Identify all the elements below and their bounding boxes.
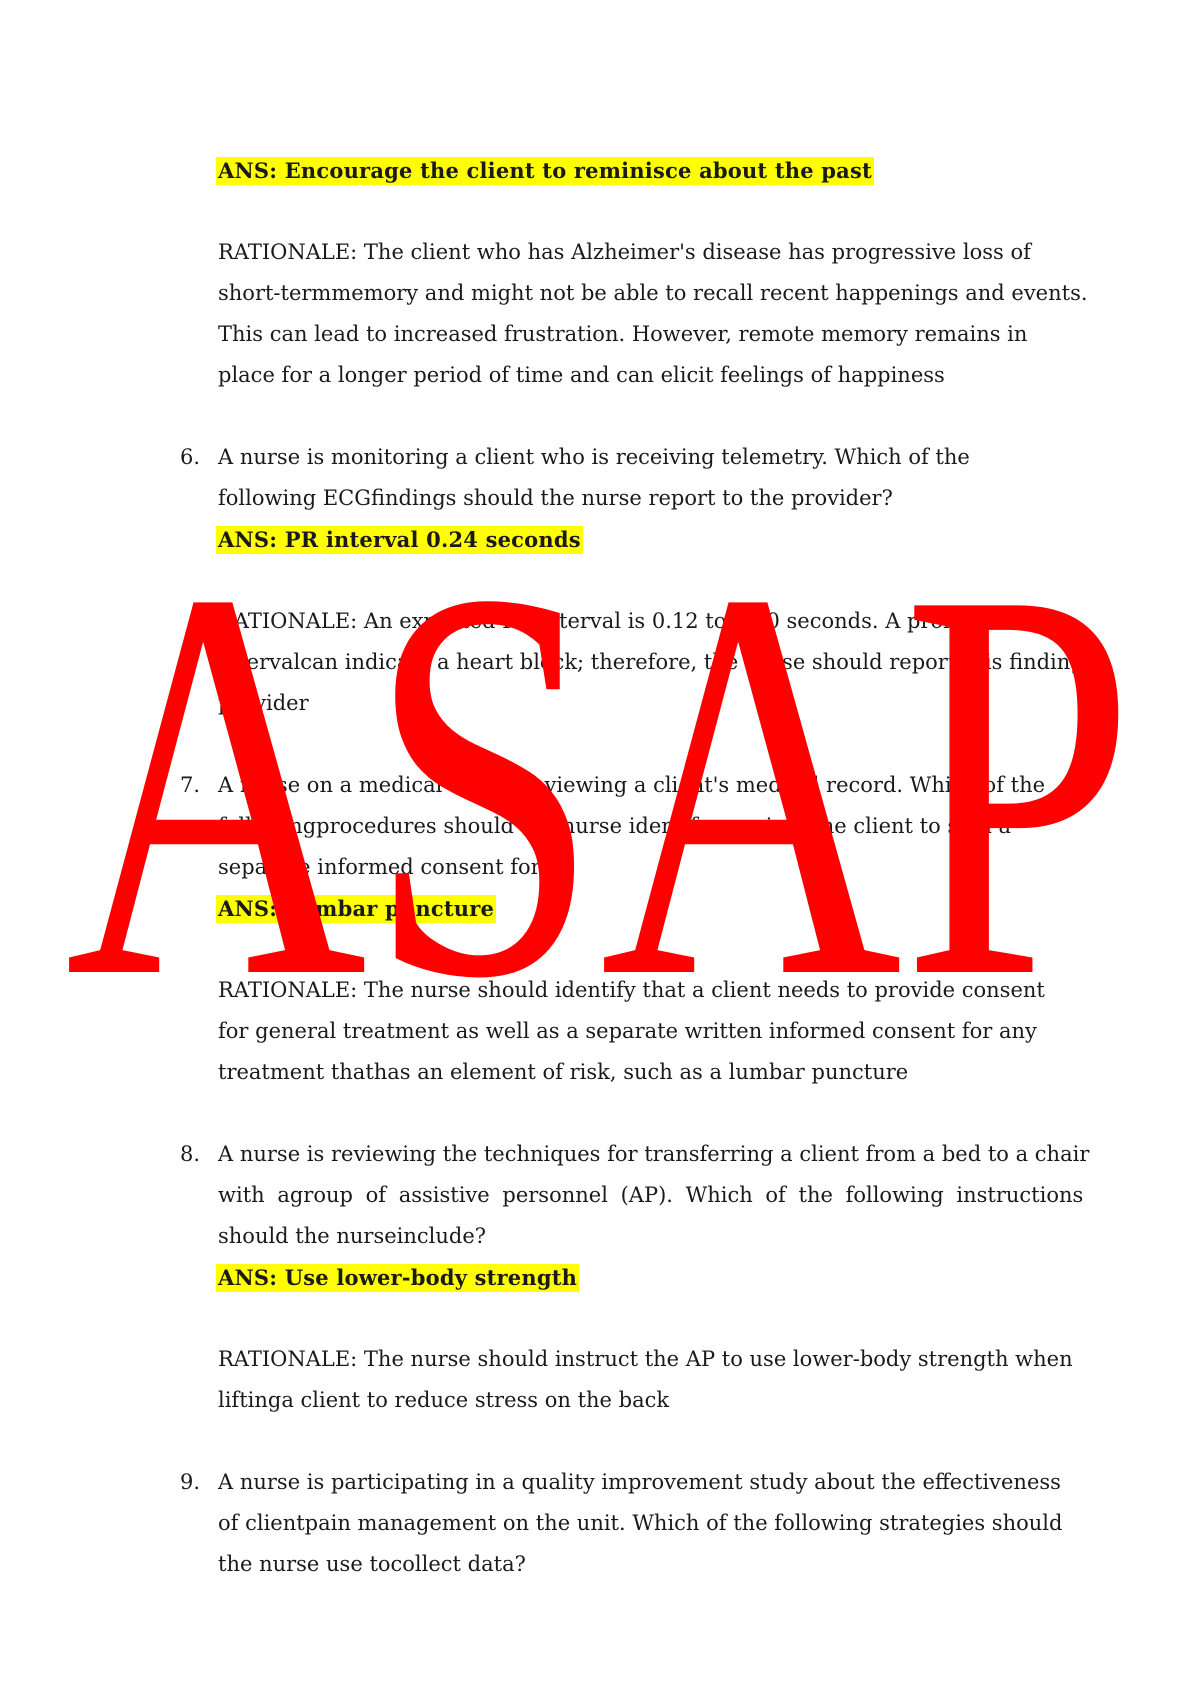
answer-8: ANS: Use lower-body strength bbox=[218, 1264, 578, 1290]
intro-answer: ANS: Encourage the client to reminisce about the past bbox=[218, 157, 872, 183]
question-line: followingprocedures should the nurse identify requires the client to sign a bbox=[218, 814, 1012, 838]
question-number: 9. bbox=[180, 1470, 201, 1494]
question-line: of clientpain management on the unit. Which of the following strategies should bbox=[218, 1511, 1063, 1535]
rationale-line: for general treatment as well as a separate written informed consent for any bbox=[218, 1019, 1037, 1043]
question-number: 7. bbox=[180, 773, 201, 797]
answer-7: ANS: Lumbar puncture bbox=[218, 895, 495, 921]
rationale-line: liftinga client to reduce stress on the back bbox=[218, 1388, 670, 1412]
question-line: A nurse on a medical unit is reviewing a client's medical record. Which of the bbox=[218, 773, 1046, 797]
question-line: A nurse is reviewing the techniques for transferring a client from a bed to a chair bbox=[218, 1142, 1090, 1166]
rationale-6 bbox=[218, 601, 1098, 724]
rationale-line: intervalcan indicate a heart block; therefore, the nurse should report this finding bbox=[218, 650, 1084, 674]
question-line: A nurse is participating in a quality improvement study about the effectiveness bbox=[218, 1470, 1061, 1494]
answer-6: ANS: PR interval 0.24 seconds bbox=[218, 526, 581, 552]
question-line: separate informed consent form? bbox=[218, 855, 572, 879]
question-line: with agroup of assistive personnel (AP). Which of the following instructions bbox=[218, 1183, 1084, 1207]
question-number: 8. bbox=[180, 1142, 201, 1166]
question-8 bbox=[180, 1134, 1098, 1257]
page-content bbox=[180, 150, 1098, 1585]
rationale-line: RATIONALE: An expected PR interval is 0.12 to 0.20 seconds. A prolonged PR bbox=[218, 609, 1052, 633]
rationale-line: treatment thathas an element of risk, such as a lumbar puncture bbox=[218, 1060, 909, 1084]
rationale-line: This can lead to increased frustration. However, remote memory remains in bbox=[218, 322, 1028, 346]
intro-rationale bbox=[218, 232, 1098, 396]
rationale-7 bbox=[218, 970, 1098, 1093]
rationale-line: RATIONALE: The nurse should identify that a client needs to provide consent bbox=[218, 978, 1045, 1002]
rationale-line: place for a longer period of time and can elicit feelings of happiness bbox=[218, 363, 945, 387]
question-line: A nurse is monitoring a client who is receiving telemetry. Which of the bbox=[218, 445, 970, 469]
question-line: following ECGfindings should the nurse report to the provider? bbox=[218, 486, 893, 510]
question-line: the nurse use tocollect data? bbox=[218, 1552, 526, 1576]
question-line: should the nurseinclude? bbox=[218, 1224, 487, 1248]
rationale-line: provider bbox=[218, 691, 309, 715]
rationale-line: RATIONALE: The nurse should instruct the AP to use lower-body strength when bbox=[218, 1347, 1073, 1371]
question-9 bbox=[180, 1462, 1098, 1585]
question-number: 6. bbox=[180, 445, 201, 469]
question-7 bbox=[180, 765, 1098, 888]
rationale-line: short-termmemory and might not be able to recall recent happenings and events. bbox=[218, 281, 1088, 305]
question-6 bbox=[180, 437, 1098, 519]
rationale-line: RATIONALE: The client who has Alzheimer's disease has progressive loss of bbox=[218, 240, 1031, 264]
rationale-8 bbox=[218, 1339, 1098, 1421]
watermark-text: ASAP bbox=[65, 572, 1135, 1032]
